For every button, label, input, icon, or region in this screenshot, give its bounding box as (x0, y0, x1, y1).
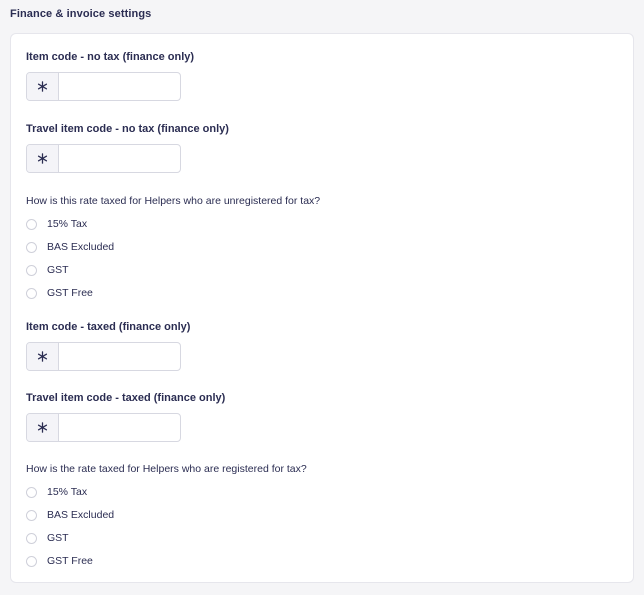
radio-button[interactable] (26, 242, 37, 253)
unregistered-option-15-tax[interactable] (26, 218, 87, 230)
registered-option-bas-excluded[interactable] (26, 509, 114, 521)
section-title: Finance & invoice settings (10, 8, 152, 20)
travel-item-code-no-tax-field (26, 144, 181, 173)
unregistered-option-gst[interactable] (26, 264, 69, 276)
asterisk-icon (27, 73, 59, 100)
radio-label: BAS Excluded (47, 509, 115, 521)
radio-button[interactable] (26, 556, 37, 567)
unregistered-option-bas-excluded[interactable] (26, 241, 114, 253)
radio-label: 15% Tax (47, 486, 88, 498)
finance-settings-card (10, 33, 634, 583)
registered-option-15-tax[interactable] (26, 486, 87, 498)
radio-label: GST Free (47, 555, 93, 567)
asterisk-icon (27, 414, 59, 441)
registered-option-gst[interactable] (26, 532, 69, 544)
travel-item-code-no-tax-input[interactable] (59, 145, 180, 172)
radio-label: GST (47, 532, 69, 544)
radio-label: GST (47, 264, 69, 276)
travel-item-code-no-tax-label: Travel item code - no tax (finance only) (26, 123, 229, 135)
item-code-no-tax-label: Item code - no tax (finance only) (26, 51, 195, 63)
item-code-taxed-label: Item code - taxed (finance only) (26, 321, 191, 333)
radio-button[interactable] (26, 288, 37, 299)
radio-button[interactable] (26, 533, 37, 544)
radio-label: GST Free (47, 287, 93, 299)
radio-button[interactable] (26, 487, 37, 498)
travel-item-code-taxed-input[interactable] (59, 414, 180, 441)
item-code-taxed-field (26, 342, 181, 371)
radio-button[interactable] (26, 265, 37, 276)
unregistered-tax-question: How is this rate taxed for Helpers who are unregistered for tax? (26, 195, 321, 207)
registered-tax-question: How is the rate taxed for Helpers who are registered for tax? (26, 463, 307, 475)
item-code-taxed-input[interactable] (59, 343, 180, 370)
travel-item-code-taxed-field (26, 413, 181, 442)
radio-label: 15% Tax (47, 218, 88, 230)
radio-label: BAS Excluded (47, 241, 115, 253)
item-code-no-tax-field (26, 72, 181, 101)
asterisk-icon (27, 145, 59, 172)
item-code-no-tax-input[interactable] (59, 73, 180, 100)
unregistered-option-gst-free[interactable] (26, 287, 93, 299)
travel-item-code-taxed-label: Travel item code - taxed (finance only) (26, 392, 226, 404)
radio-button[interactable] (26, 510, 37, 521)
radio-button[interactable] (26, 219, 37, 230)
asterisk-icon (27, 343, 59, 370)
registered-option-gst-free[interactable] (26, 555, 93, 567)
